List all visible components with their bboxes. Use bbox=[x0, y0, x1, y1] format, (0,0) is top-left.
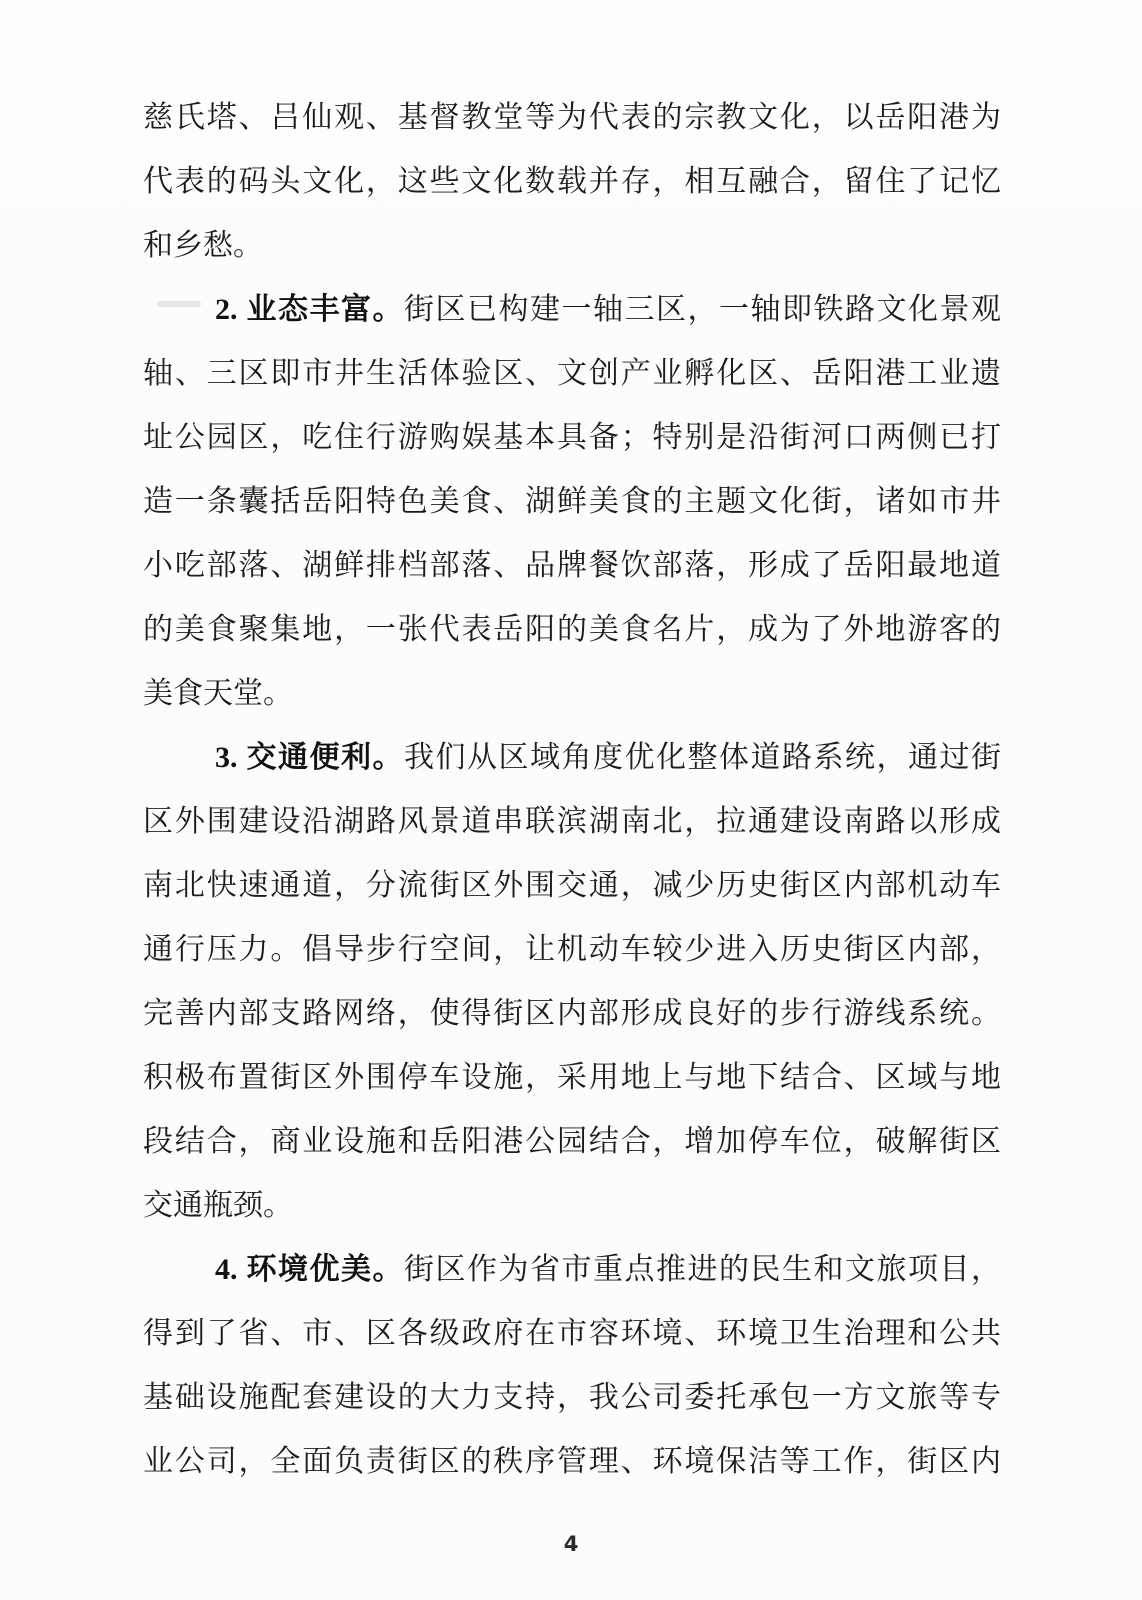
text-line bbox=[143, 1110, 1001, 1174]
line-text: 代表的码头文化，这些文化数载并存，相互融合，留住了记忆 bbox=[143, 165, 1001, 198]
text-line bbox=[143, 470, 1001, 534]
line-text: 业公司，全面负责街区的秩序管理、环境保洁等工作，街区内 bbox=[143, 1445, 1001, 1478]
paragraph-start-line bbox=[143, 1238, 1001, 1302]
line-text: 的美食聚集地，一张代表岳阳的美食名片，成为了外地游客的 bbox=[143, 613, 1001, 646]
text-line bbox=[143, 1046, 1001, 1110]
line-text: 交通瓶颈。 bbox=[143, 1189, 293, 1222]
text-line bbox=[143, 1366, 1001, 1430]
section-heading: 2. 业态丰富。 bbox=[215, 293, 404, 326]
paragraph-end-line bbox=[143, 662, 1001, 726]
section-heading: 4. 环境优美。 bbox=[215, 1253, 404, 1286]
line-text: 基础设施配套建设的大力支持，我公司委托承包一方文旅等专 bbox=[143, 1381, 1001, 1414]
text-line bbox=[143, 854, 1001, 918]
paragraph-start-line bbox=[143, 726, 1001, 790]
text-line bbox=[143, 918, 1001, 982]
text-line bbox=[143, 1430, 1001, 1494]
line-text: 小吃部落、湖鲜排档部落、品牌餐饮部落，形成了岳阳最地道 bbox=[143, 549, 1001, 582]
text-line bbox=[143, 790, 1001, 854]
line-text: 南北快速通道，分流街区外围交通，减少历史街区内部机动车 bbox=[143, 869, 1001, 902]
text-line bbox=[143, 1302, 1001, 1366]
line-text: 址公园区，吃住行游购娱基本具备；特别是沿街河口两侧已打 bbox=[143, 421, 1001, 454]
line-text: 造一条囊括岳阳特色美食、湖鲜美食的主题文化街，诸如市井 bbox=[143, 485, 1001, 518]
text-line bbox=[143, 342, 1001, 406]
line-text: 段结合，商业设施和岳阳港公园结合，增加停车位，破解街区 bbox=[143, 1125, 1001, 1158]
line-text: 区外围建设沿湖路风景道串联滨湖南北，拉通建设南路以形成 bbox=[143, 805, 1001, 838]
text-line bbox=[143, 982, 1001, 1046]
line-text: 积极布置街区外围停车设施，采用地上与地下结合、区域与地 bbox=[143, 1061, 1001, 1094]
line-text: 我们从区域角度优化整体道路系统，通过街 bbox=[404, 741, 1001, 774]
line-text: 通行压力。倡导步行空间，让机动车较少进入历史街区内部， bbox=[143, 933, 1001, 966]
line-text: 街区作为省市重点推进的民生和文旅项目， bbox=[404, 1253, 1001, 1286]
paragraph-end-line bbox=[143, 214, 1001, 278]
line-text: 慈氏塔、吕仙观、基督教堂等为代表的宗教文化，以岳阳港为 bbox=[143, 101, 1001, 134]
line-text: 得到了省、市、区各级政府在市容环境、环境卫生治理和公共 bbox=[143, 1317, 1001, 1350]
section-heading: 3. 交通便利。 bbox=[215, 741, 404, 774]
line-text: 轴、三区即市井生活体验区、文创产业孵化区、岳阳港工业遗 bbox=[143, 357, 1001, 390]
line-text: 美食天堂。 bbox=[143, 677, 293, 710]
line-text: 和乡愁。 bbox=[143, 229, 263, 262]
paragraph-start-line bbox=[143, 278, 1001, 342]
text-line bbox=[143, 534, 1001, 598]
line-text: 街区已构建一轴三区，一轴即铁路文化景观 bbox=[404, 293, 1001, 326]
paragraph-end-line bbox=[143, 1174, 1001, 1238]
document-body bbox=[143, 86, 1001, 1494]
text-line bbox=[143, 406, 1001, 470]
line-text: 完善内部支路网络，使得街区内部形成良好的步行游线系统。 bbox=[143, 997, 1001, 1030]
page-number: 4 bbox=[563, 1532, 579, 1556]
text-line bbox=[143, 86, 1001, 150]
text-line bbox=[143, 150, 1001, 214]
text-line bbox=[143, 598, 1001, 662]
